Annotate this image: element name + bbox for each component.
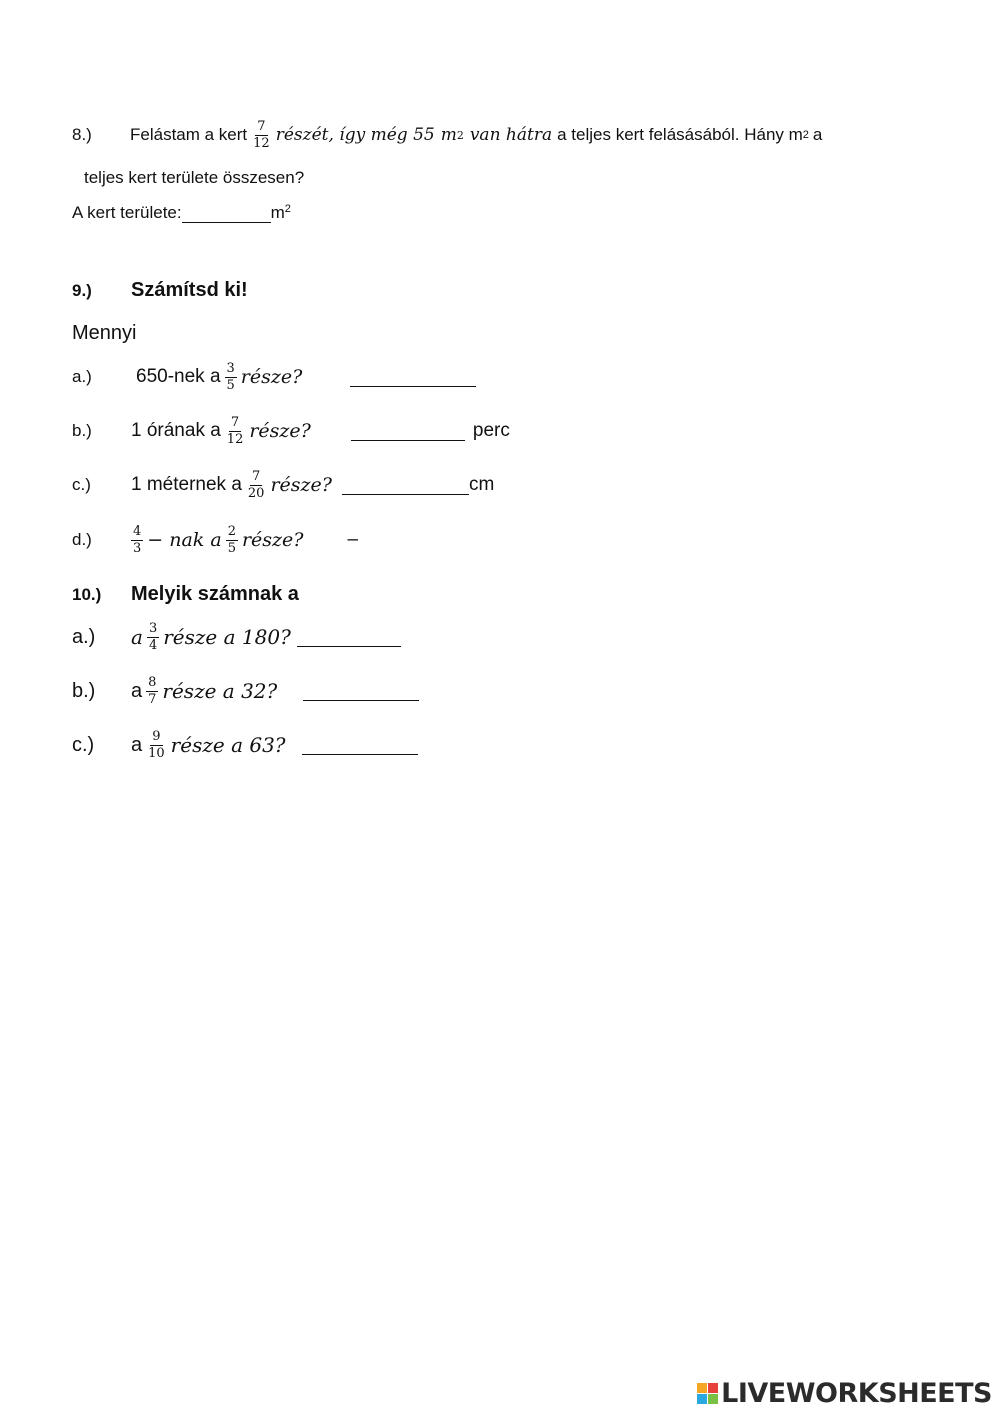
q8-math-part2: van hátra [469, 125, 553, 146]
q9-item-label: d.) [72, 530, 92, 550]
q9-item-a [72, 362, 476, 392]
badge-square [697, 1383, 707, 1393]
fraction-num: 9 [152, 729, 161, 744]
q9-item-unit: cm [468, 474, 495, 496]
q8-text-post: a teljes kert felásásából. Hány m [557, 125, 803, 145]
fraction-den: 7 [148, 691, 157, 707]
fraction-num: 2 [227, 524, 236, 539]
fraction-den: 20 [247, 485, 265, 501]
q9-item-d [72, 525, 358, 555]
badge-square [708, 1394, 718, 1404]
q8-text-pre: Felástam a kert [130, 125, 248, 145]
q8-sup-2: 2 [802, 129, 809, 142]
fraction-num: 3 [148, 621, 158, 636]
q9-item-math: része? [249, 420, 311, 443]
logo-text: LIVEWORKSHEETS [721, 1377, 992, 1409]
q10-item-math: része a 63? [170, 733, 286, 758]
fraction-den: 10 [148, 745, 165, 761]
q9-answer-blank-c[interactable] [342, 476, 469, 495]
q8-line1 [72, 120, 822, 150]
q10-item-b [72, 676, 419, 706]
q9-item-fraction [225, 416, 246, 446]
q8-answer-blank[interactable] [182, 204, 271, 223]
q10-item-label: a.) [72, 625, 96, 648]
q9-answer-blank-a[interactable] [350, 368, 476, 387]
q10-answer-blank-a[interactable] [297, 628, 401, 647]
q9-item-c [72, 470, 494, 500]
q9-answer-blank-d[interactable]: – [347, 529, 359, 551]
q8-fraction-num: 7 [257, 119, 266, 134]
q8-answer-unit: m [270, 203, 285, 222]
q8-unit-m: m [440, 125, 457, 146]
fraction-den: 12 [226, 431, 244, 447]
q9-answer-blank-b[interactable] [351, 422, 465, 441]
q10-item-pre: a [131, 679, 143, 702]
q10-item-a [72, 622, 401, 652]
q9-item-text: 1 órának a [131, 420, 221, 442]
q10-item-fraction [147, 622, 159, 652]
liveworksheets-logo [697, 1379, 992, 1407]
q10-item-label: c.) [72, 733, 95, 756]
q10-number: 10.) [72, 584, 102, 604]
q8-math-part: részét, így még 55 [275, 125, 435, 146]
q9-item-label: c.) [72, 475, 91, 495]
q10-item-label: b.) [72, 679, 96, 702]
q9-item-fraction [225, 362, 237, 392]
q10-item-math: része a 180? [163, 625, 291, 650]
badge-square [708, 1383, 718, 1393]
fraction-num: 7 [230, 415, 240, 430]
fraction-den: 4 [148, 637, 158, 653]
q9-item-math: része? [270, 474, 332, 497]
q9-item-label: b.) [72, 421, 92, 441]
q9-item-fraction-1 [131, 525, 143, 555]
q9-item-text: 650-nek a [136, 366, 221, 388]
q10-item-fraction [146, 676, 158, 706]
q8-fraction [251, 120, 272, 150]
q9-intro: Mennyi [72, 322, 137, 344]
fraction-num: 4 [133, 524, 142, 539]
q10-item-fraction [146, 730, 167, 760]
q8-answer-label: A kert területe: [72, 203, 182, 222]
fraction-num: 3 [226, 361, 235, 376]
q8-answer-sup: 2 [284, 203, 291, 215]
q8-fraction-den: 12 [253, 135, 270, 151]
q9-number: 9.) [72, 280, 92, 300]
q10-item-c [72, 730, 418, 760]
q8-answer [72, 203, 291, 223]
fraction-num: 7 [252, 469, 261, 484]
q8-number: 8.) [72, 125, 92, 145]
q10-answer-blank-c[interactable] [302, 736, 418, 755]
q10-title: Melyik számnak a [131, 583, 299, 605]
fraction-num: 8 [148, 675, 157, 690]
q10-item-pre: a [131, 625, 143, 650]
q9-item-unit: perc [472, 420, 510, 442]
fraction-den: 5 [227, 540, 236, 556]
q9-heading [72, 279, 248, 302]
badge-square [697, 1394, 707, 1404]
q10-item-math: része a 32? [162, 679, 278, 704]
q9-item-fraction-2 [226, 525, 238, 555]
q9-item-math: része? [240, 366, 303, 389]
q10-answer-blank-b[interactable] [303, 682, 419, 701]
q9-item-text: 1 méternek a [131, 474, 242, 496]
q9-item-math-1: − nak a [147, 529, 222, 552]
q10-item-pre: a [131, 733, 143, 756]
logo-badge-icon [697, 1383, 718, 1404]
q9-title: Számítsd ki! [131, 279, 248, 301]
q9-item-math-2: része? [241, 529, 304, 552]
q8-sup: 2 [456, 128, 464, 142]
q8-text-end: a [812, 125, 823, 145]
q9-item-label: a.) [72, 367, 92, 387]
q9-item-fraction [246, 470, 267, 500]
fraction-den: 3 [133, 540, 142, 556]
q9-item-b [72, 416, 510, 446]
fraction-den: 5 [226, 377, 235, 393]
q10-heading [72, 583, 299, 606]
q8-line2: teljes kert területe összesen? [84, 168, 305, 187]
